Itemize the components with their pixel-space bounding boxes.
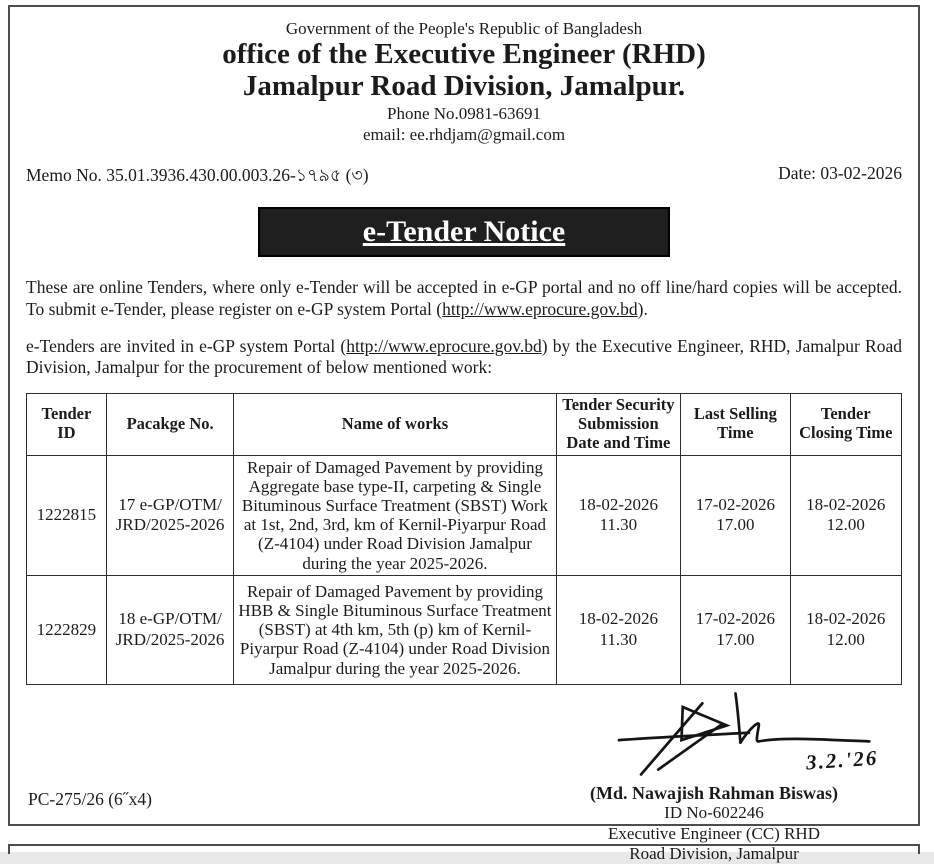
col-security-time: Tender Security Submission Date and Time bbox=[556, 393, 681, 455]
signature-scrawl-wrap bbox=[614, 691, 884, 777]
security-date: 18-02-2026 bbox=[578, 494, 659, 514]
email-address: email: ee.rhdjam@gmail.com bbox=[362, 125, 566, 145]
col-package-no: Pacakge No. bbox=[106, 393, 233, 455]
handwritten-date: 3.2.'26 bbox=[804, 745, 879, 775]
package-line: 17 e-GP/OTM/ bbox=[118, 494, 222, 514]
notice-banner bbox=[258, 207, 670, 257]
signatory-id: ID No-602246 bbox=[664, 803, 764, 823]
package-line: 18 e-GP/OTM/ bbox=[118, 609, 222, 629]
package-no-cell bbox=[106, 455, 233, 575]
name-of-works-cell: Repair of Damaged Pavement by providing HBB & Single Bituminous Surface Treatment (SBST) at 4th km, 5th (p) km of Kernil-Piyarpur Road (Z-4104) under Road Division Jamalpur during the year 2025-2026. bbox=[234, 575, 556, 684]
invitation-text-end: ) by the Executive Engineer, RHD, Jamalpur Road Division, Jamalpur for the procurement of below mentioned work: bbox=[26, 335, 902, 378]
intro-text-end: ). bbox=[637, 298, 648, 319]
closing-time: 12.00 bbox=[826, 629, 865, 649]
selling-cell bbox=[681, 575, 790, 684]
notice-document bbox=[8, 5, 920, 863]
notice-title: e-Tender Notice bbox=[362, 215, 566, 249]
closing-date: 18-02-2026 bbox=[806, 494, 886, 514]
letterhead bbox=[26, 19, 902, 145]
col-tender-id: Tender ID bbox=[27, 393, 107, 455]
col-closing-time: Tender Closing Time bbox=[790, 393, 901, 455]
signature-block bbox=[544, 691, 884, 864]
selling-date: 17-02-2026 bbox=[695, 494, 776, 514]
issue-date: Date: 03-02-2026 bbox=[778, 163, 902, 184]
tender-id-cell: 1222829 bbox=[27, 575, 107, 684]
selling-time: 17.00 bbox=[716, 515, 755, 535]
signatory-title: Executive Engineer (CC) RHD bbox=[608, 823, 820, 843]
selling-cell bbox=[681, 455, 790, 575]
phone-number: Phone No.0981-63691 bbox=[387, 103, 541, 123]
closing-time: 12.00 bbox=[826, 515, 865, 535]
col-last-selling: Last Selling Time bbox=[681, 393, 790, 455]
invitation-paragraph bbox=[26, 336, 902, 379]
memo-number: Memo No. 35.01.3936.430.00.003.26-১৭৯৫ (৩) bbox=[26, 165, 369, 186]
eprocure-link-2[interactable]: http://www.eprocure.gov.bd bbox=[346, 335, 542, 356]
security-cell bbox=[556, 455, 681, 575]
security-time: 11.30 bbox=[599, 515, 638, 535]
closing-date: 18-02-2026 bbox=[806, 609, 886, 629]
name-of-works-cell: Repair of Damaged Pavement by providing Aggregate base type-II, carpeting & Single Bituminous Surface Treatment (SBST) Work at 1st, 2nd, 3rd, km of Kernil-Piyarpur Road (Z-4104) under Road Division Jamalpur during the year 2025-2026. bbox=[234, 455, 556, 575]
security-date: 18-02-2026 bbox=[578, 609, 659, 629]
tender-table bbox=[26, 393, 902, 685]
memo-date-row bbox=[26, 163, 902, 192]
tender-id-cell: 1222815 bbox=[27, 455, 107, 575]
office-title: office of the Executive Engineer (RHD) bbox=[222, 38, 706, 70]
signatory-name: (Md. Nawajish Rahman Biswas) bbox=[589, 782, 839, 803]
next-page-edge bbox=[8, 844, 920, 854]
eprocure-link[interactable]: http://www.eprocure.gov.bd bbox=[442, 298, 638, 319]
table-header-row bbox=[27, 393, 902, 455]
package-no-cell bbox=[106, 575, 233, 684]
notice-banner-wrap bbox=[26, 207, 902, 257]
print-code: PC-275/26 (6˝x4) bbox=[28, 789, 152, 809]
security-time: 11.30 bbox=[599, 629, 638, 649]
division-title: Jamalpur Road Division, Jamalpur. bbox=[242, 69, 686, 102]
intro-paragraph bbox=[26, 277, 902, 320]
closing-cell bbox=[790, 455, 901, 575]
selling-time: 17.00 bbox=[716, 629, 755, 649]
signatory-division: Road Division, Jamalpur bbox=[629, 843, 799, 863]
selling-date: 17-02-2026 bbox=[695, 609, 776, 629]
intro-text: These are online Tenders, where only e-Tender will be accepted in e-GP portal and no off line/hard copies will be accepted. To submit e-Tender, please register on e-GP system Portal ( bbox=[26, 277, 902, 319]
package-line: JRD/2025-2026 bbox=[115, 515, 225, 535]
package-line: JRD/2025-2026 bbox=[115, 629, 225, 649]
table-row bbox=[27, 455, 902, 575]
table-row bbox=[27, 575, 902, 684]
security-cell bbox=[556, 575, 681, 684]
col-name-of-works: Name of works bbox=[234, 393, 556, 455]
closing-cell bbox=[790, 575, 901, 684]
invitation-text: e-Tenders are invited in e-GP system Portal ( bbox=[26, 335, 347, 356]
government-line: Government of the People's Republic of Bangladesh bbox=[285, 19, 643, 38]
